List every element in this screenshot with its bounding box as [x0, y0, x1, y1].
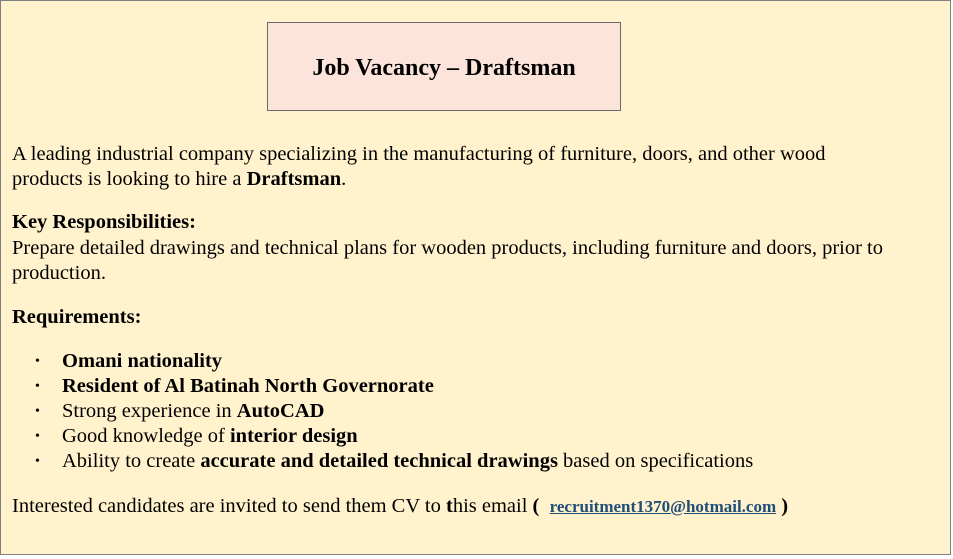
contact-text: his email: [452, 495, 533, 517]
list-item: [12, 374, 753, 399]
contact-text: Interested candidates are invited to send them CV to: [12, 495, 446, 517]
list-item: [12, 449, 753, 474]
close-paren: ): [781, 495, 789, 517]
item-bold-text: AutoCAD: [236, 400, 325, 422]
item-bold-text: accurate and detailed technical drawings: [200, 450, 558, 472]
bullet-icon: •: [35, 354, 40, 369]
contact-text-t: t: [445, 495, 453, 517]
item-bold-text: Resident of Al Batinah North Governorate: [62, 375, 434, 397]
item-text: Strong experience in: [62, 400, 237, 422]
responsibilities-line-1: Prepare detailed drawings and technical plans for wooden products, including furniture and doors, prior to: [12, 237, 883, 259]
intro-line-2: [12, 167, 346, 192]
bullet-icon: •: [35, 429, 40, 444]
open-paren: (: [532, 495, 540, 517]
requirements-list: [12, 349, 753, 474]
intro-line-1: A leading industrial company specializing in the manufacturing of furniture, doors, and other wood: [12, 143, 826, 165]
responsibilities-line-2: production.: [12, 262, 106, 284]
bullet-icon: •: [35, 379, 40, 394]
list-item: [12, 399, 753, 424]
requirements-heading: Requirements:: [12, 306, 142, 328]
responsibilities-heading: Key Responsibilities:: [12, 211, 196, 233]
title-box: [267, 22, 621, 111]
list-item: [12, 349, 753, 374]
item-bold-text: interior design: [229, 425, 358, 447]
page-title: Job Vacancy – Draftsman: [312, 55, 576, 81]
item-text: Good knowledge of: [62, 425, 230, 447]
intro-line-2-suffix: .: [341, 168, 347, 190]
item-text: Ability to create: [62, 450, 201, 472]
list-item: [12, 424, 753, 449]
email-link[interactable]: recruitment1370@hotmail.com: [549, 497, 777, 516]
contact-line: [12, 494, 788, 519]
intro-line-2-prefix: products is looking to hire a: [12, 168, 247, 190]
bullet-icon: •: [35, 454, 40, 469]
item-text: based on specifications: [557, 450, 754, 472]
bullet-icon: •: [35, 404, 40, 419]
item-bold-text: Omani nationality: [62, 350, 223, 372]
intro-position-name: Draftsman: [246, 168, 342, 190]
